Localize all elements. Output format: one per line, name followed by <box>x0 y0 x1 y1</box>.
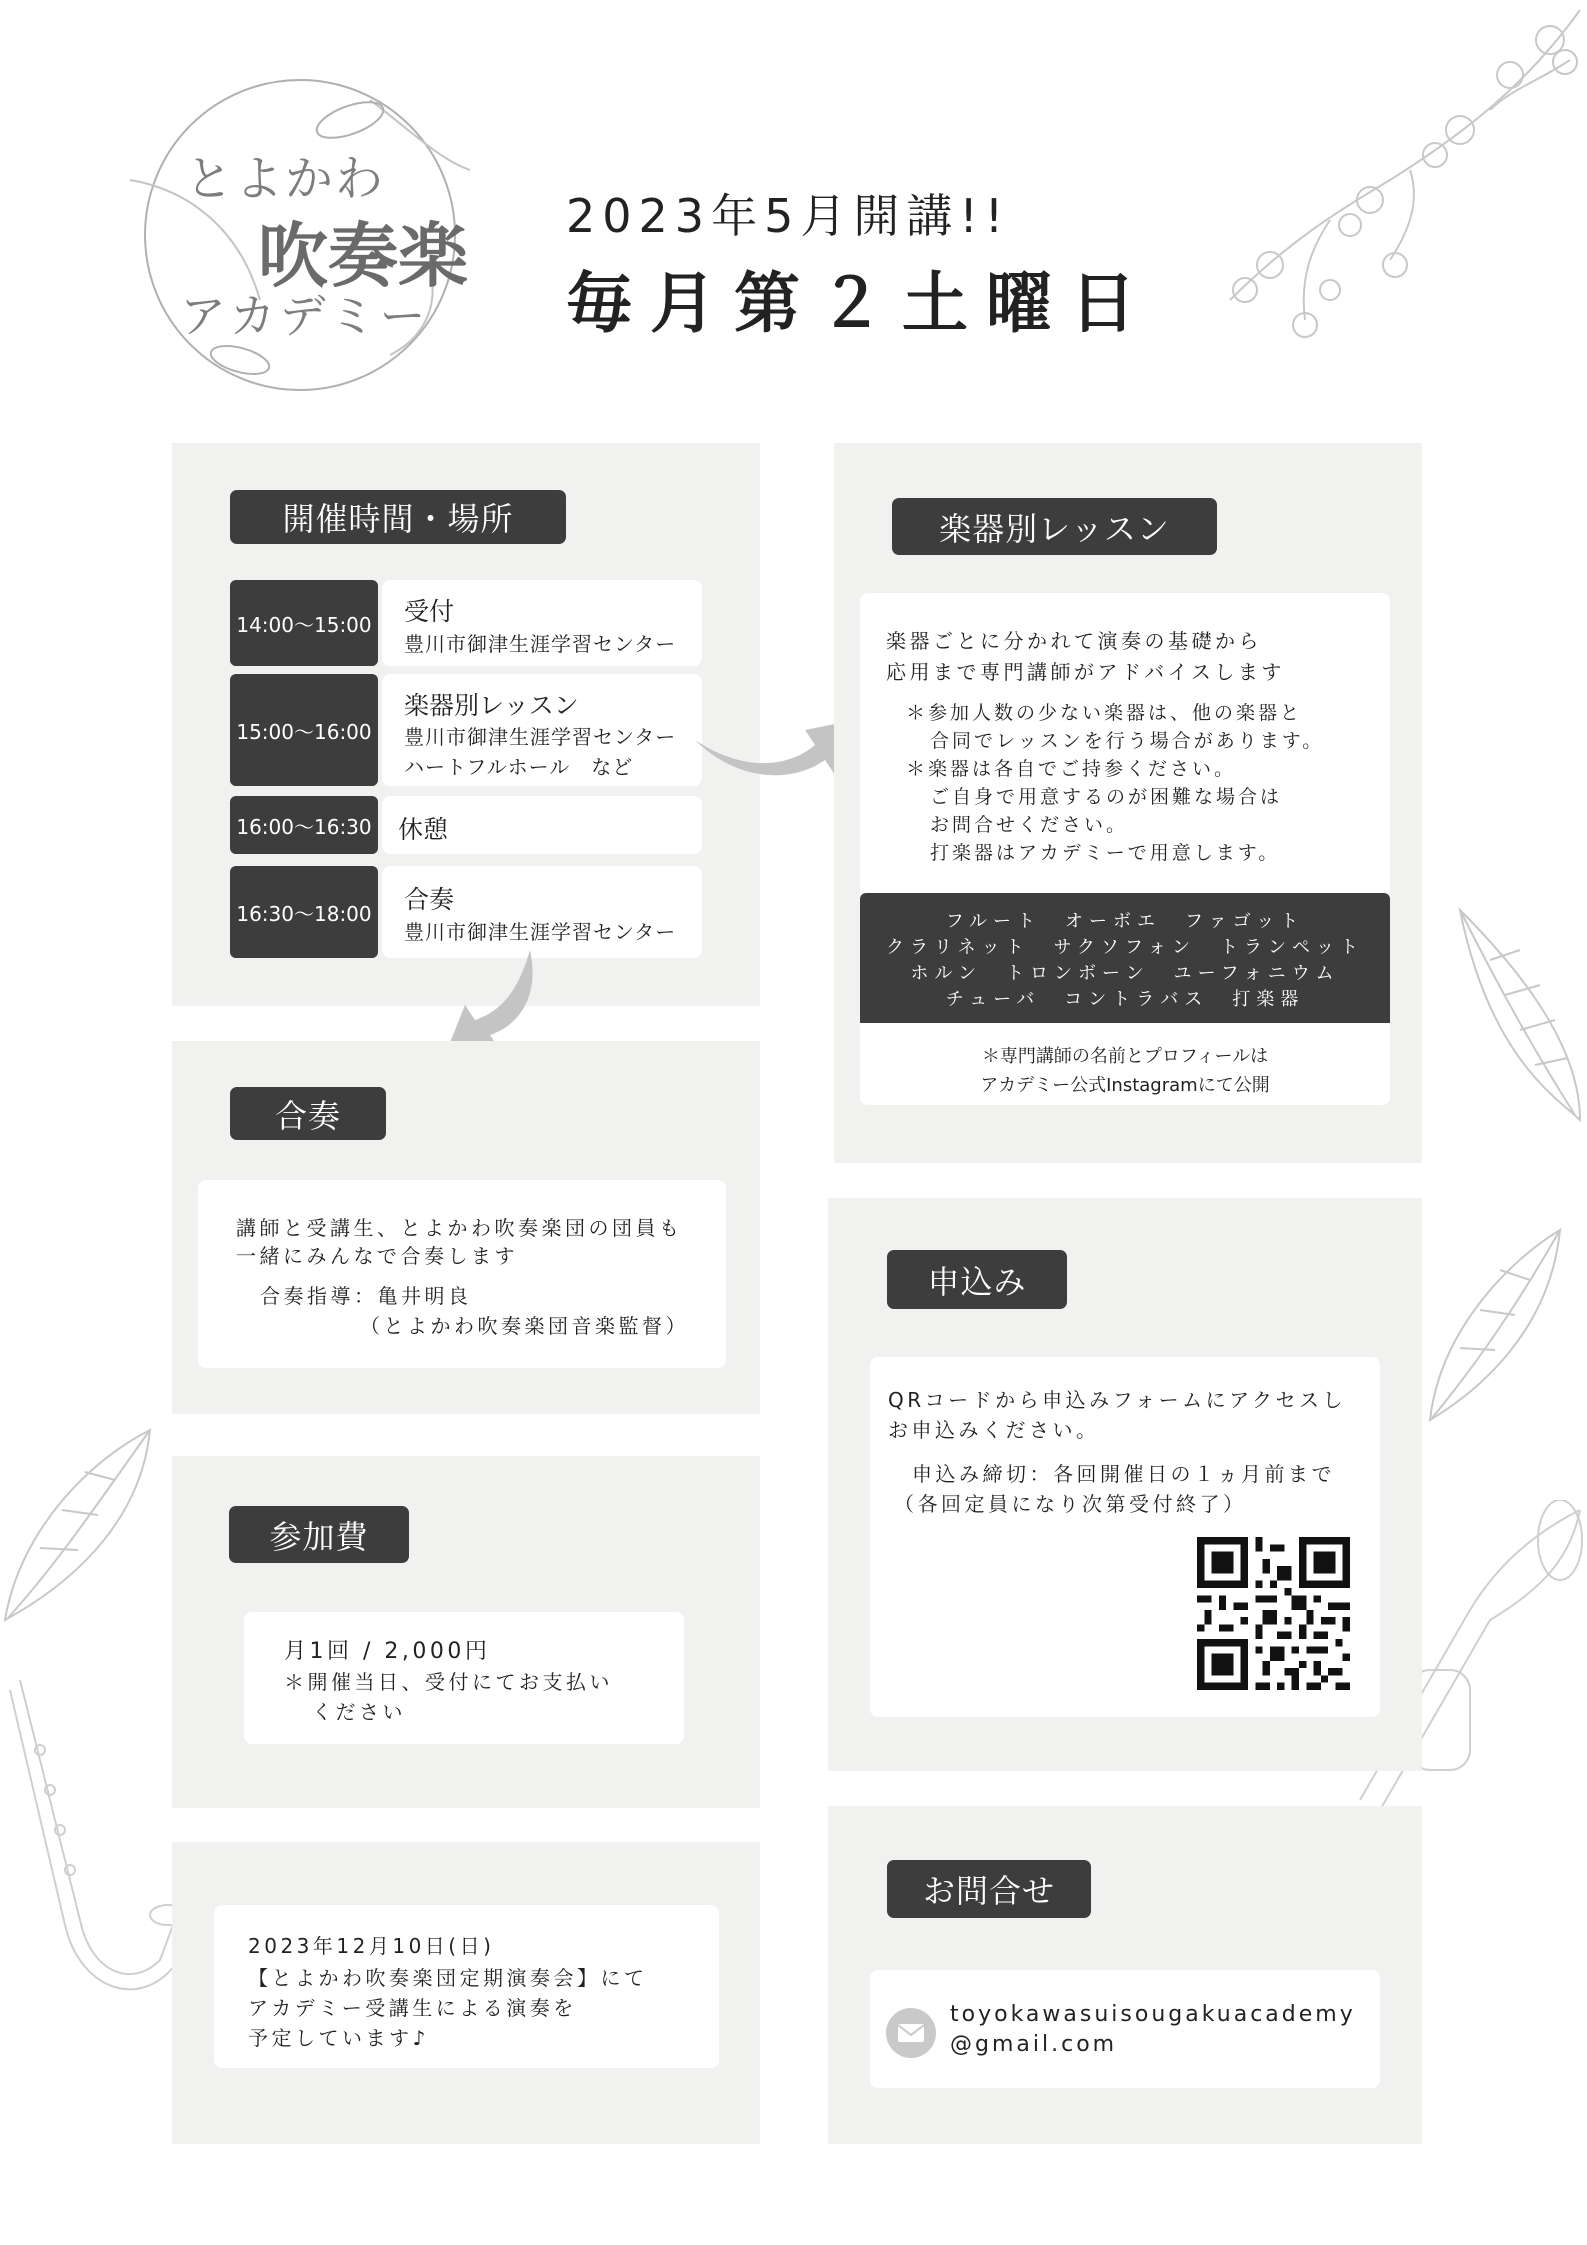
lesson-text: 楽器ごとに分かれて演奏の基礎から <box>886 629 1262 653</box>
ensemble-conductor-note: （とよかわ吹奏楽団音楽監督） <box>360 1314 689 1338</box>
schedule-heading: 毎月第２土曜日 <box>566 265 1154 342</box>
time-slot: 16:30〜18:00 <box>230 866 378 958</box>
ensemble-title: 合奏 <box>230 1087 386 1140</box>
lesson-note: 打楽器はアカデミーで用意します。 <box>930 842 1281 864</box>
concert-date: 2023年12月10日(日) <box>248 1934 495 1958</box>
qr-code[interactable] <box>1197 1537 1350 1690</box>
schedule-item-name: 休憩 <box>398 815 449 844</box>
logo-text-academy: アカデミー <box>180 289 430 343</box>
contact-email[interactable]: toyokawasuisougakuacademy <box>950 2002 1356 2027</box>
instrument-row: クラリネット サクソフォン トランペット <box>885 937 1365 958</box>
mail-icon <box>886 2008 936 2058</box>
lesson-title: 楽器別レッスン <box>892 498 1217 555</box>
instrument-row: フルート オーボエ ファゴット <box>945 911 1305 932</box>
concert-text: アカデミー受講生による演奏を <box>248 1996 577 2020</box>
fee-note: ＊開催当日、受付にてお支払い <box>284 1670 613 1694</box>
schedule-item-place: ハートフルホール など <box>404 755 634 779</box>
lesson-footer: アカデミー公式Instagramにて公開 <box>980 1075 1270 1096</box>
fee-note: ください <box>312 1700 406 1724</box>
instrument-list <box>860 893 1390 1023</box>
lesson-footer: ＊専門講師の名前とプロフィールは <box>981 1046 1269 1067</box>
lesson-note: ＊楽器は各自でご持参ください。 <box>906 758 1237 780</box>
ensemble-text: 一緒にみんなで合奏します <box>236 1244 518 1268</box>
branch-illustration <box>1210 0 1587 360</box>
schedule-item-place: 豊川市御津生涯学習センター <box>404 725 677 749</box>
lesson-note: ＊参加人数の少ない楽器は、他の楽器と <box>906 702 1303 724</box>
concert-text: 予定しています♪ <box>248 2026 429 2050</box>
start-date-heading: 2023年5月開講!! <box>566 189 1011 243</box>
lesson-note: お問合せください。 <box>930 814 1129 836</box>
lesson-note: ご自身で用意するのが困難な場合は <box>930 786 1283 808</box>
ensemble-text: 講師と受講生、とよかわ吹奏楽団の団員も <box>236 1216 683 1240</box>
time-slot: 16:00〜16:30 <box>230 796 378 854</box>
leaf-illustration <box>1450 900 1587 1200</box>
instrument-row: チューバ コントラバス 打楽器 <box>945 989 1305 1010</box>
fee-amount: 月1回 / 2,000円 <box>284 1639 491 1664</box>
saxophone-illustration <box>0 1670 190 2030</box>
ensemble-card <box>198 1180 726 1368</box>
apply-text: QRコードから申込みフォームにアクセスし <box>888 1388 1347 1412</box>
apply-text: お申込みください。 <box>888 1418 1100 1442</box>
leaf-illustration <box>1420 1220 1570 1450</box>
contact-card <box>870 1970 1380 2088</box>
ensemble-conductor: 合奏指導：亀井明良 <box>260 1284 472 1308</box>
logo-text-suisougaku: 吹奏楽 <box>258 214 468 297</box>
contact-title: お問合せ <box>887 1860 1091 1918</box>
apply-deadline-note: （各回定員になり次第受付終了） <box>894 1492 1247 1516</box>
leaf-illustration <box>0 1420 160 1640</box>
apply-title: 申込み <box>887 1250 1067 1309</box>
schedule-item-place: 豊川市御津生涯学習センター <box>404 920 677 944</box>
instrument-row: ホルン トロンボーン ユーフォニウム <box>910 963 1340 984</box>
logo-text-toyokawa: とよかわ <box>185 151 386 207</box>
schedule-item-place: 豊川市御津生涯学習センター <box>404 632 677 656</box>
lesson-text: 応用まで専門講師がアドバイスします <box>886 660 1285 684</box>
fee-title: 参加費 <box>229 1506 409 1563</box>
schedule-item-name: 楽器別レッスン <box>404 691 579 720</box>
venue-title: 開催時間・場所 <box>230 490 566 544</box>
contact-email-domain[interactable]: @gmail.com <box>950 2032 1118 2057</box>
time-slot: 15:00〜16:00 <box>230 674 378 786</box>
apply-deadline: 申込み締切：各回開催日の１ヵ月前まで <box>912 1462 1335 1486</box>
lesson-note: 合同でレッスンを行う場合があります。 <box>930 730 1325 752</box>
schedule-item-name: 受付 <box>404 597 455 626</box>
concert-text: 【とよかわ吹奏楽団定期演奏会】にて <box>248 1966 648 1990</box>
schedule-item-name: 合奏 <box>404 885 455 914</box>
time-slot: 14:00〜15:00 <box>230 580 378 666</box>
